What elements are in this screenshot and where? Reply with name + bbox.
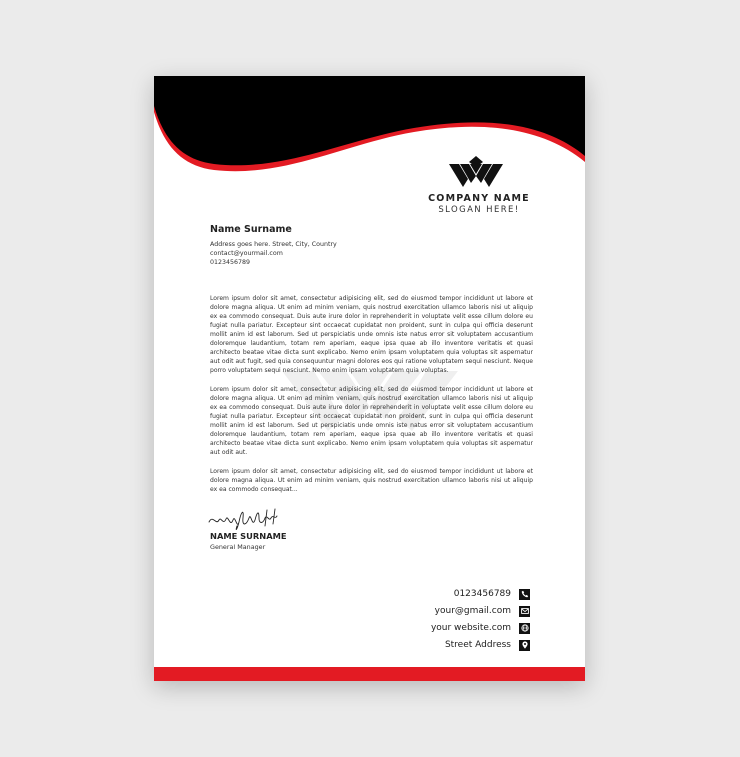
header-black-wave bbox=[154, 76, 585, 165]
company-name: COMPANY NAME bbox=[428, 193, 530, 204]
recipient-phone: 0123456789 bbox=[210, 259, 251, 266]
footer-red-bar bbox=[154, 667, 585, 681]
signatory-title: General Manager bbox=[210, 543, 266, 551]
w-logo-icon bbox=[449, 156, 503, 190]
contact-phone bbox=[290, 588, 530, 600]
contact-website-text: your website.com bbox=[430, 623, 511, 633]
recipient-email: contact@yourmail.com bbox=[210, 250, 283, 257]
body-paragraph: Lorem ipsum dolor sit amet, consectetur adipisicing elit, sed do eiusmod tempor incididunt ut labore et dolore magna aliqua. Ut enim ad minim veniam, quis nostrud exercitation ullamco laboris nisi ut aliquip ex ea commodo consequat... bbox=[210, 468, 533, 493]
handwritten-signature bbox=[207, 504, 285, 532]
contact-address bbox=[290, 639, 530, 651]
location-pin-icon bbox=[519, 640, 530, 651]
body-paragraph: Lorem ipsum dolor sit amet, consectetur adipisicing elit, sed do eiusmod tempor incididunt ut labore et dolore magna aliqua. Ut enim ad minim veniam, quis nostrud exercitation ullamco laboris nisi ut aliquip ex ea commodo consequat. Duis aute irure dolor in reprehenderit in voluptate velit esse cillum dolore eu fugiat nulla pariatur. Excepteur sint occaecat cupidatat non proident, sunt in culpa qui officia deserunt mollit anim id est laborum. Sed ut perspiciatis unde omnis iste natus error sit voluptatem accusantium doloremque laudantium, totam rem aperiam, eaque ipsa quae ab illo inventore veritatis et quasi architecto beatae vitae dicta sunt explicabo. Nemo enim ipsam voluptatem quia voluptas sit aspernatur aut odit aut fugit, sed quia consequuntur magni dolores eos qui ratione voluptatem sequi nesciunt. Neque porro voluptatem sequi nesciunt. Nemo enim ipsam voluptatem quia voluptas. bbox=[210, 295, 533, 374]
letterhead-page bbox=[154, 76, 585, 681]
contact-address-text: Street Address bbox=[444, 640, 511, 650]
recipient-name: Name Surname bbox=[210, 224, 292, 235]
contact-website bbox=[290, 622, 530, 634]
recipient-block bbox=[210, 224, 460, 267]
letter-body bbox=[210, 294, 533, 504]
contact-email bbox=[290, 605, 530, 617]
contact-email-text: your@gmail.com bbox=[434, 606, 511, 616]
recipient-address: Address goes here. Street, City, Country bbox=[210, 241, 337, 248]
globe-icon bbox=[519, 623, 530, 634]
company-slogan: SLOGAN HERE! bbox=[438, 205, 520, 215]
contact-phone-text: 0123456789 bbox=[453, 589, 511, 599]
signatory-name: NAME SURNAME bbox=[210, 531, 287, 541]
header-wave bbox=[154, 76, 585, 176]
body-paragraph: Lorem ipsum dolor sit amet, consectetur adipisicing elit, sed do eiusmod tempor incididunt ut labore et dolore magna aliqua. Ut enim ad minim veniam, quis nostrud exercitation ullamco laboris nisi ut aliquip ex ea commodo consequat. Duis aute irure dolor in reprehenderit in voluptate velit esse cillum dolore eu fugiat nulla pariatur. Excepteur sint occaecat cupidatat non proident, sunt in culpa qui officia deserunt mollit anim id est laborum. Sed ut perspiciatis unde omnis iste natus error sit voluptatem accusantium doloremque laudantium, totam rem aperiam, eaque ipsa quae ab illo inventore veritatis et quasi architecto beatae vitae dicta sunt explicabo. Nemo enim ipsam voluptatem quia voluptas sit aspernatur aut odit aut. bbox=[210, 386, 533, 456]
envelope-icon bbox=[519, 606, 530, 617]
phone-icon bbox=[519, 589, 530, 600]
